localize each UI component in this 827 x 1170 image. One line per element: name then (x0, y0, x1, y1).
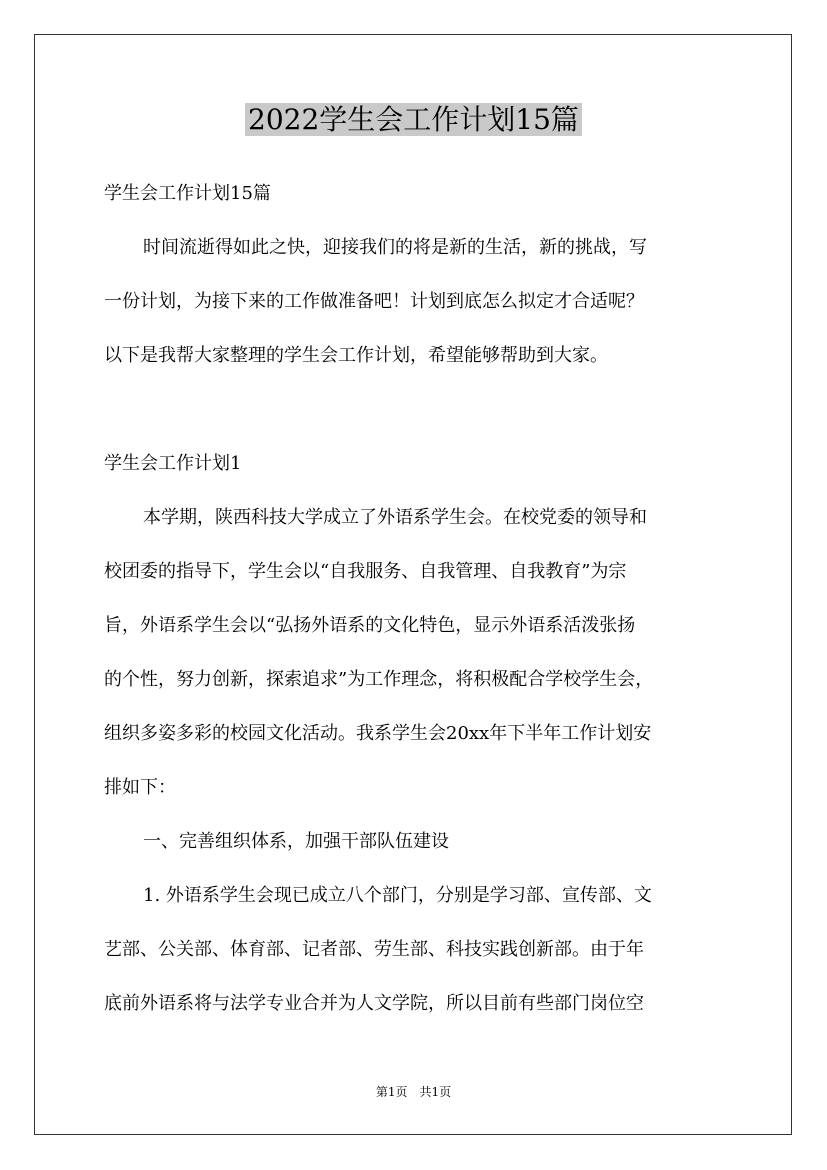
document-subtitle: 学生会工作计划15篇 (104, 183, 271, 204)
section-line: 艺部、公关部、体育部、记者部、劳生部、科技实践创新部。由于年 (104, 939, 644, 960)
section-line: 一、完善组织体系，加强干部队伍建设 (143, 831, 449, 852)
intro-line: 一份计划，为接下来的工作做准备吧！计划到底怎么拟定才合适呢？ (104, 291, 644, 312)
section-line: 旨，外语系学生会以“弘扬外语系的文化特色，显示外语系活泼张扬 (104, 615, 636, 636)
section-line: 组织多姿多彩的校园文化活动。我系学生会20xx年下半年工作计划安 (104, 723, 652, 744)
section-line: 底前外语系将与法学专业合并为人文学院，所以目前有些部门岗位空 (104, 993, 644, 1014)
document-title: 2022学生会工作计划15篇 (0, 100, 827, 140)
section-line: 的个性，努力创新，探索追求”为工作理念，将积极配合学校学生会， (104, 669, 654, 690)
section-line: 1. 外语系学生会现已成立八个部门，分别是学习部、宣传部、文 (143, 885, 652, 906)
section-heading: 学生会工作计划1 (104, 453, 242, 474)
section-line: 校团委的指导下，学生会以“自我服务、自我管理、自我教育”为宗 (104, 561, 627, 582)
section-line: 本学期，陕西科技大学成立了外语系学生会。在校党委的领导和 (143, 507, 647, 528)
intro-line: 以下是我帮大家整理的学生会工作计划，希望能够帮助到大家。 (104, 345, 608, 366)
intro-line: 时间流逝得如此之快，迎接我们的将是新的生活，新的挑战，写 (143, 237, 647, 258)
section-line: 排如下： (104, 777, 176, 798)
page-number: 第1页 共1页 (375, 1085, 452, 1099)
